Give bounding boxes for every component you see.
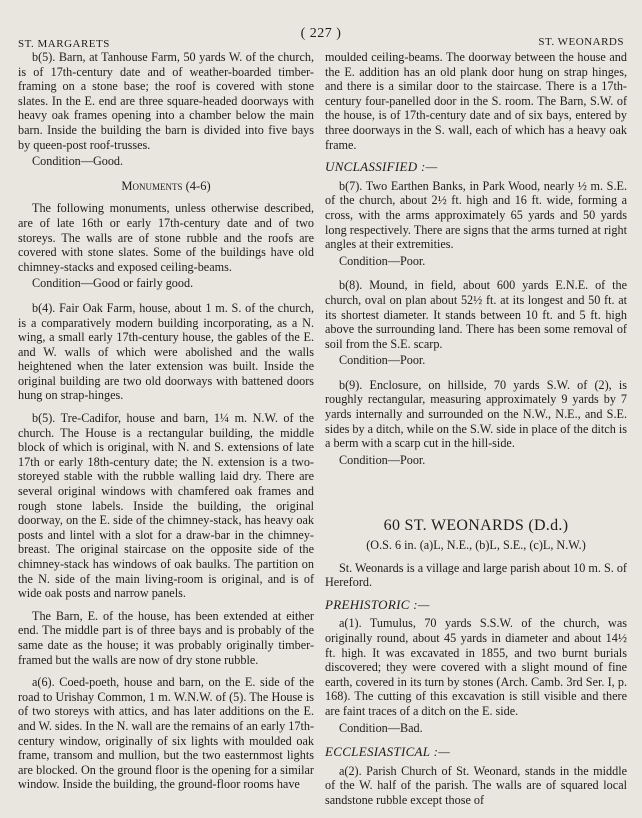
condition-text: Condition—Poor. bbox=[339, 452, 426, 467]
parish-title: 60 ST. WEONARDS (D.d.) bbox=[383, 517, 569, 535]
condition-text: Condition—Good or fairly good. bbox=[32, 276, 194, 291]
paragraph-earthen-banks: b(7). Two Earthen Banks, in Park Wood, nearly ½ m. S.E. of the church, about 2½ ft. high and 16 ft. wide, forming a cross, with the arms approximately 65 yards and 50 yards long respectively. There are signs that the arms turned at right angles at their extremities. bbox=[325, 178, 627, 252]
page-number: ( 227 ) bbox=[300, 26, 342, 41]
os-reference: (O.S. 6 in. (a)L, N.E., (b)L, S.E., (c)L, N.W.) bbox=[366, 538, 586, 553]
section-heading-ecclesiastical: ECCLESIASTICAL :— bbox=[325, 744, 451, 760]
running-header-left: ST. MARGARETS bbox=[18, 38, 110, 50]
section-heading-prehistoric: PREHISTORIC :— bbox=[325, 596, 430, 612]
paragraph-barn: b(5). Barn, at Tanhouse Farm, 50 yards W. of the church, is of 17th-century date and of weather-boarded timber-framing on a stone base; the roof is covered with stone slates. In the E. end are three square-headed doorways with heavy oak frames opening into a chamber below the main barn. Inside the building the barn is divided into five bays by queen-post roof-trusses. bbox=[18, 50, 314, 152]
paragraph-parish-intro: St. Weonards is a village and large parish about 10 m. S. of Hereford. bbox=[325, 560, 627, 590]
left-column bbox=[18, 50, 314, 792]
paragraph-mound: b(8). Mound, in field, about 600 yards E.N.E. of the church, oval on plan about 52½ ft. at its longest and 50 ft. at its shortest diameter. It stands between 10 ft. and 5 ft. high above the surrounding land. There has been some removal of soil from the S.E. scarp. bbox=[325, 278, 627, 351]
condition-text: Condition—Good. bbox=[32, 154, 124, 169]
paragraph-continuation: moulded ceiling-beams. The doorway between the house and the E. addition has an old plank door hung on strap hinges, and there is a similar door to the staircase. There is a 17th-century four-panelled door in the S. room. The Barn, S.W. of the house, is of 17th-century date and of six bays, entered by three doorways in the S. wall, each of which has a heavy oak frame. bbox=[325, 50, 627, 152]
right-column bbox=[325, 50, 627, 808]
paragraph-tumulus: a(1). Tumulus, 70 yards S.S.W. of the church, was originally round, about 45 yards in diameter and about 14½ ft. high. It was excavated in 1855, and two burnt burials discovered; they were covered with a slight mound of fine earth, covered in its turn by stones (Arch. Camb. 3rd Ser. I, p. 168). The cutting of this excavation is still visible and there are faint traces of a ditch on the E. side. bbox=[325, 616, 627, 718]
paragraph-barn-extension: The Barn, E. of the house, has been extended at either end. The middle part is of three bays and is probably of the same date as the house; it was probably originally timber-framed but the walls are now of dry stone rubble. bbox=[18, 608, 314, 667]
paragraph-monuments-intro: The following monuments, unless otherwise described, are of late 16th or early 17th-century date and of two storeys. The walls are of stone rubble and the roofs are covered with stone slates. Some of the buildings have old chimney-stacks and exposed ceiling-beams. bbox=[18, 201, 314, 274]
paragraph-coed-poeth: a(6). Coed-poeth, house and barn, on the E. side of the road to Urishay Common, 1 m. W.N.W. of (5). The House is of two storeys with attics, and has later additions on the E. and W. sides. In the N. wall are the remains of an early 17th-century window, originally of six lights with moulded oak frame, transom and mullion, but the two easternmost lights are blocked. On the ground floor is the opening for a similar window. Inside the building, the ground-floor rooms have bbox=[18, 675, 314, 792]
condition-text: Condition—Poor. bbox=[339, 253, 426, 268]
running-header-right: ST. WEONARDS bbox=[538, 36, 624, 48]
paragraph-fair-oak-farm: b(4). Fair Oak Farm, house, about 1 m. S. of the church, is a comparatively modern building incorporating, as a N. wing, a small early 17th-century house, the gables of the E. and W. walls of which were abolished and the walls heightened when the later extension was built. Inside the original building are two old doorways with battened doors hung on strap-hinges. bbox=[18, 300, 314, 403]
condition-text: Condition—Poor. bbox=[339, 353, 426, 368]
condition-text: Condition—Bad. bbox=[339, 720, 423, 735]
section-heading-unclassified: UNCLASSIFIED :— bbox=[325, 159, 438, 175]
paragraph-enclosure: b(9). Enclosure, on hillside, 70 yards S.W. of (2), is roughly rectangular, measuring approximately 9 yards by 7 yards internally and surrounded on the N.W., N.E., and S.E. sides by a ditch, while on the S.W. side in place of the ditch is a berm with a scarp cut in the hill-side. bbox=[325, 377, 627, 451]
paragraph-tre-cadifor: b(5). Tre-Cadifor, house and barn, 1¼ m. N.W. of the church. The House is a rectangular building, the middle block of which is original, with N. and S. extensions of late 17th or early 18th-century date; the N. extension is a two-storeyed stable with the rubble walling laid dry. There are several original windows with chamfered oak frames and rough stone labels. Inside the building, the original doorway, on the E. side of the chimney-stack, has heavy oak posts and lintel with a slot for a draw-bar in the chimney-breast. The original staircase on the opposite side of the chimney-stack has windows of oak baulks. The partition on the N. side of the main living-room is original, and is of wide oak posts and narrow panels. bbox=[18, 411, 314, 601]
paragraph-parish-church: a(2). Parish Church of St. Weonard, stands in the middle of the W. half of the parish. The walls are of squared local sandstone rubble except those of bbox=[325, 763, 627, 807]
monuments-heading: Monuments (4-6) bbox=[121, 178, 211, 193]
